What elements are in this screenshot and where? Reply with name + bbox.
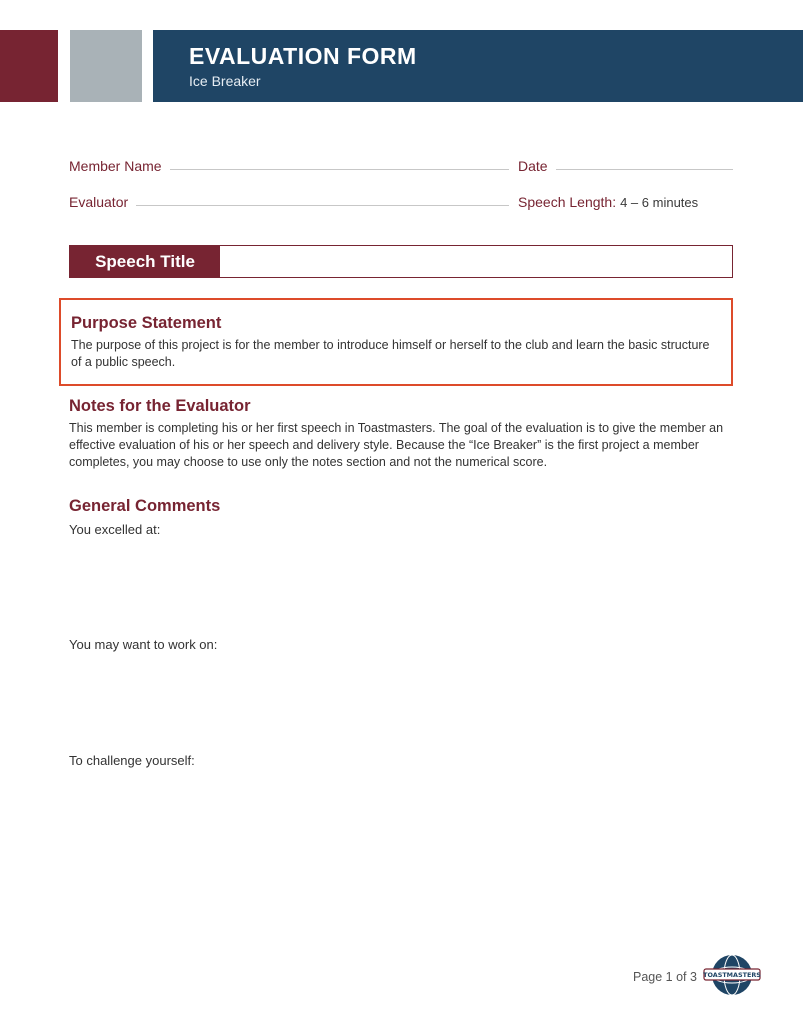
page-number: Page 1 of 3 bbox=[633, 970, 697, 984]
form-subtitle: Ice Breaker bbox=[189, 73, 261, 89]
purpose-text: The purpose of this project is for the member to introduce himself or herself to the club and learn the basic structure of a public speech. bbox=[71, 338, 710, 369]
notes-heading: Notes for the Evaluator bbox=[69, 397, 251, 415]
toastmasters-logo-icon bbox=[703, 952, 761, 998]
date-field[interactable] bbox=[556, 168, 733, 170]
speech-length-label: Speech Length: bbox=[518, 194, 617, 210]
notes-section bbox=[69, 397, 735, 471]
speech-title-box bbox=[69, 245, 733, 278]
purpose-heading: Purpose Statement bbox=[71, 314, 222, 332]
evaluator-label: Evaluator bbox=[69, 194, 129, 210]
header-gray-block bbox=[70, 30, 142, 102]
date-row bbox=[518, 158, 733, 174]
purpose-statement-box bbox=[59, 298, 733, 386]
notes-text: This member is completing his or her first speech in Toastmasters. The goal of the evaluation is to give the member an effective evaluation of his or her speech and delivery style. Because the “Ice Breaker” is the first project a member completes, you may choose to use only the notes section and not the numerical score. bbox=[69, 421, 724, 469]
form-title: EVALUATION FORM bbox=[189, 43, 417, 69]
speech-length-value: 4 – 6 minutes bbox=[620, 195, 699, 210]
general-comments-heading: General Comments bbox=[69, 497, 221, 515]
speech-title-field[interactable] bbox=[220, 246, 732, 277]
member-name-label: Member Name bbox=[69, 158, 162, 174]
evaluator-field[interactable] bbox=[136, 204, 509, 206]
member-name-field[interactable] bbox=[170, 168, 509, 170]
logo-text: TOASTMASTERS bbox=[703, 971, 761, 979]
speech-title-label: Speech Title bbox=[70, 246, 220, 277]
evaluator-row bbox=[69, 194, 509, 210]
date-label: Date bbox=[518, 158, 548, 174]
excelled-prompt: You excelled at: bbox=[69, 522, 161, 537]
header-maroon-block bbox=[0, 30, 58, 102]
member-name-row bbox=[69, 158, 509, 174]
header-bar bbox=[153, 30, 803, 102]
general-comments-section bbox=[69, 497, 735, 516]
work-on-prompt: You may want to work on: bbox=[69, 637, 218, 652]
challenge-prompt: To challenge yourself: bbox=[69, 753, 195, 768]
speech-length-row bbox=[518, 194, 733, 210]
